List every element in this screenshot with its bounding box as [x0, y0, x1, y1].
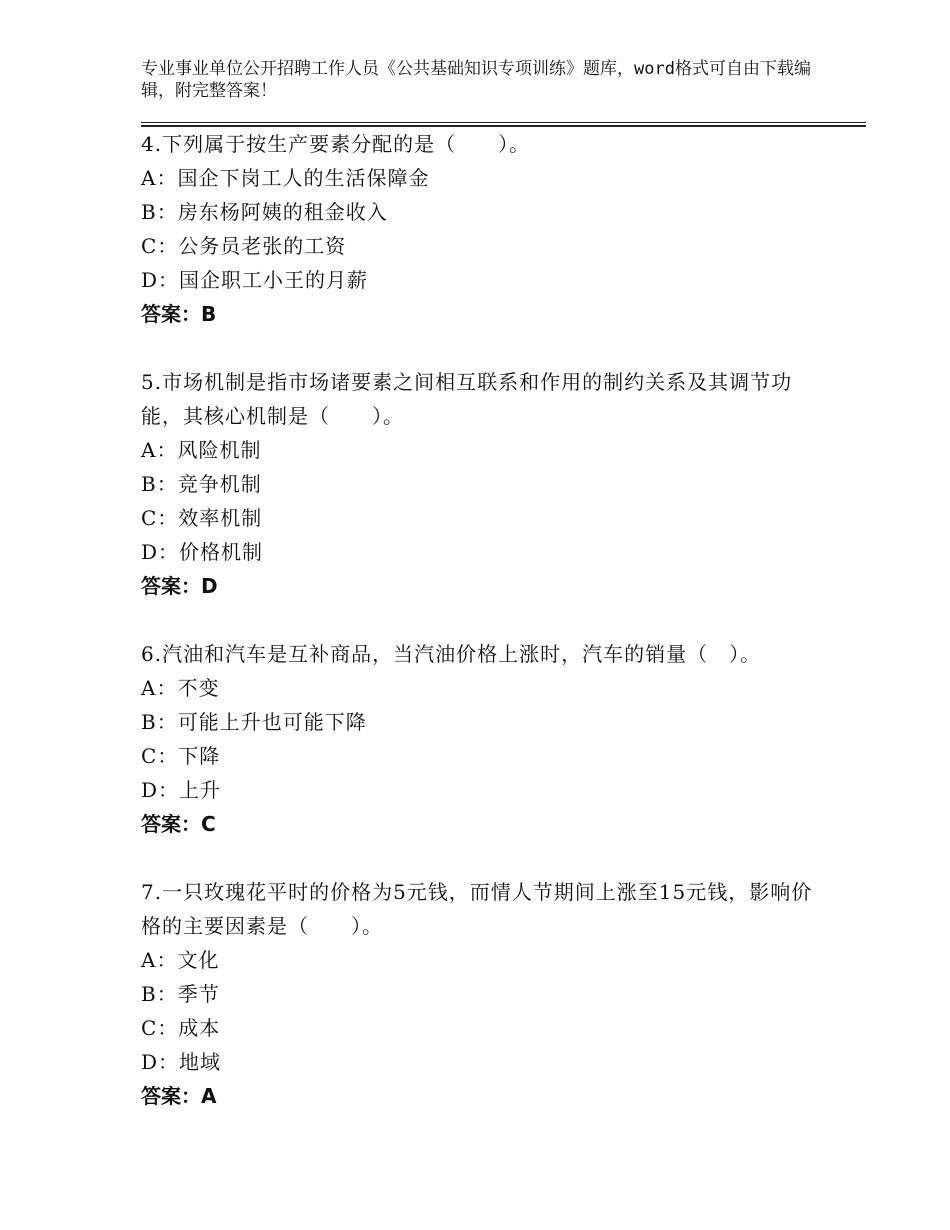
option-c: C：下降 — [141, 744, 221, 768]
question-stem: 4.下列属于按生产要素分配的是（ ）。 — [141, 132, 531, 156]
option-d: D：价格机制 — [141, 540, 264, 564]
option-d: D：地域 — [141, 1050, 222, 1074]
option-d: D：国企职工小王的月薪 — [141, 268, 369, 292]
question-stem: 7.一只玫瑰花平时的价格为5元钱，而情人节期间上涨至15元钱，影响价格的主要因素是（ ）。 — [141, 880, 813, 938]
question-6 — [141, 637, 821, 841]
question-list — [141, 127, 821, 1147]
question-4 — [141, 127, 821, 331]
question-7 — [141, 875, 821, 1113]
option-b: B：可能上升也可能下降 — [141, 710, 367, 734]
option-c: C：效率机制 — [141, 506, 263, 530]
header-rule-thin — [141, 122, 866, 123]
answer-label: 答案：C — [141, 812, 216, 836]
option-b: B：季节 — [141, 982, 220, 1006]
option-c: C：成本 — [141, 1016, 221, 1040]
option-d: D：上升 — [141, 778, 222, 802]
answer-label: 答案：D — [141, 574, 218, 598]
answer-label: 答案：A — [141, 1084, 217, 1108]
answer-label: 答案：B — [141, 302, 217, 326]
option-b: B：房东杨阿姨的租金收入 — [141, 200, 388, 224]
question-stem: 5.市场机制是指市场诸要素之间相互联系和作用的制约关系及其调节功能，其核心机制是（ ）。 — [141, 370, 793, 428]
document-header: 专业事业单位公开招聘工作人员《公共基础知识专项训练》题库，word格式可自由下载编辑，附完整答案！ — [141, 59, 811, 101]
option-a: A：文化 — [141, 948, 220, 972]
option-a: A：国企下岗工人的生活保障金 — [141, 166, 430, 190]
option-a: A：风险机制 — [141, 438, 262, 462]
option-b: B：竞争机制 — [141, 472, 262, 496]
option-a: A：不变 — [141, 676, 220, 700]
option-c: C：公务员老张的工资 — [141, 234, 347, 258]
question-stem: 6.汽油和汽车是互补商品，当汽油价格上涨时，汽车的销量（ ）。 — [141, 642, 762, 666]
question-5 — [141, 365, 821, 603]
